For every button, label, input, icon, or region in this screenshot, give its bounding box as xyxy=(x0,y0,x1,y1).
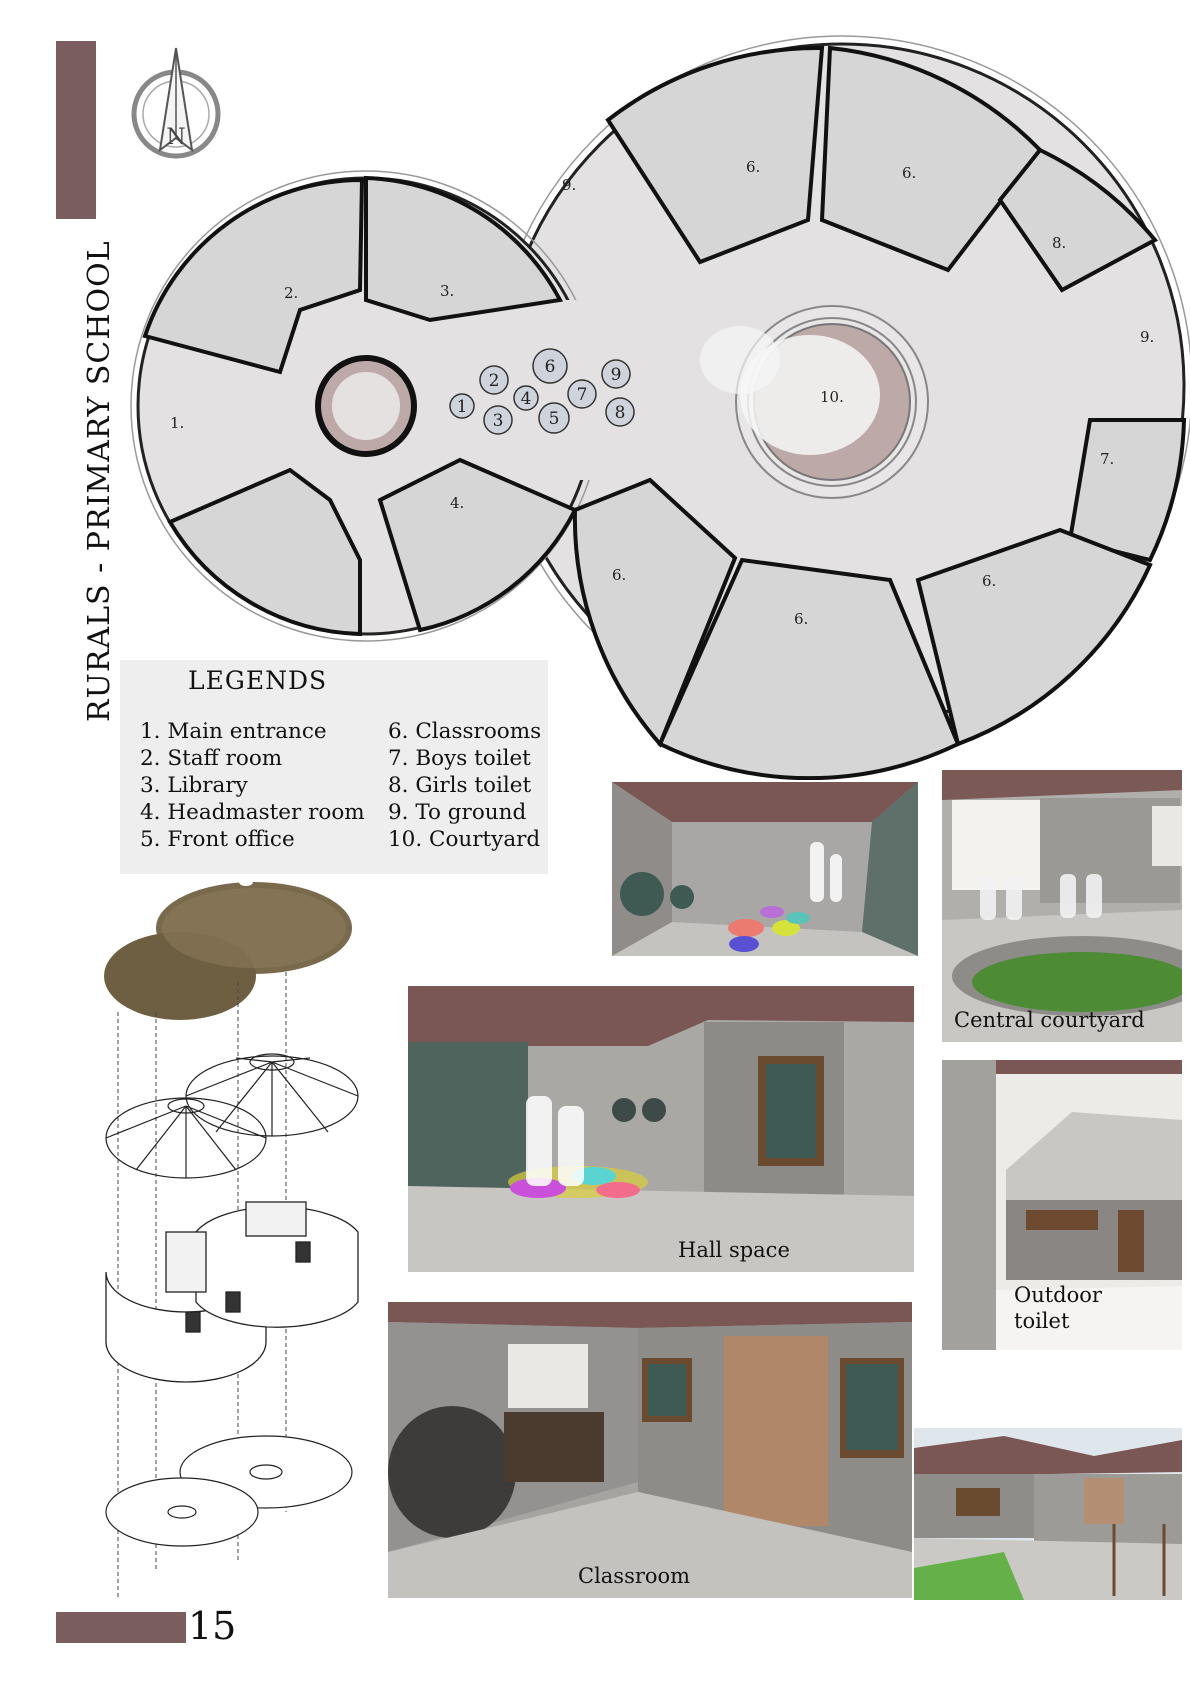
roof-frame-large xyxy=(186,1054,358,1136)
legend-item: 5. Front office xyxy=(140,827,295,852)
svg-text:7: 7 xyxy=(576,385,588,405)
render-corridor xyxy=(612,782,918,956)
caption-outdoor-toilet: Outdoor toilet xyxy=(1014,1283,1102,1333)
svg-text:6: 6 xyxy=(544,357,556,377)
svg-text:4: 4 xyxy=(520,389,532,409)
label-to-ground: 9. xyxy=(1140,328,1155,346)
render-outdoor-toilet xyxy=(942,1060,1182,1350)
legend-item: 2. Staff room xyxy=(140,746,283,771)
legend-column-left xyxy=(140,718,365,853)
label-staff: 2. xyxy=(284,284,299,302)
label-boys-toilet: 7. xyxy=(1100,450,1115,468)
legend-item: 7. Boys toilet xyxy=(388,746,531,771)
svg-text:2: 2 xyxy=(488,371,500,391)
legend-item: 8. Girls toilet xyxy=(388,773,532,798)
caption-classroom: Classroom xyxy=(578,1564,691,1588)
legend-item: 3. Library xyxy=(140,773,248,798)
label-entrance: 1. xyxy=(170,414,185,432)
legend-item: 6. Classrooms xyxy=(388,719,542,744)
caption-central-courtyard: Central courtyard xyxy=(954,1008,1145,1032)
label-to-ground: 9. xyxy=(562,176,577,194)
svg-text:1: 1 xyxy=(456,397,468,417)
label-girls-toilet: 8. xyxy=(1052,234,1067,252)
brand-bar-bottom xyxy=(56,1612,186,1643)
compass-letter: N xyxy=(166,125,186,150)
walls-model xyxy=(106,1202,358,1382)
exploded-axonometric xyxy=(96,872,366,1600)
label-classroom: 6. xyxy=(612,566,627,584)
svg-text:8: 8 xyxy=(614,403,626,423)
render-classroom xyxy=(388,1302,912,1598)
sheet-title: RURALS - PRIMARY SCHOOL xyxy=(82,240,117,722)
page-number: 15 xyxy=(188,1604,237,1648)
north-arrow-icon xyxy=(134,48,218,156)
floor-model xyxy=(106,1436,352,1546)
label-classroom: 6. xyxy=(746,158,761,176)
label-courtyard: 10. xyxy=(820,388,844,406)
render-hall-space xyxy=(408,986,914,1272)
label-classroom: 6. xyxy=(794,610,809,628)
label-library: 3. xyxy=(440,282,455,300)
caption-hall-space: Hall space xyxy=(678,1238,790,1262)
legend-item: 4. Headmaster room xyxy=(140,800,365,825)
roof-frame-small xyxy=(106,1098,266,1178)
legend-item: 9. To ground xyxy=(388,800,527,825)
legend-title: LEGENDS xyxy=(188,666,328,695)
label-headmaster: 4. xyxy=(450,494,465,512)
label-classroom: 6. xyxy=(982,572,997,590)
svg-text:9: 9 xyxy=(610,365,622,385)
legend-box xyxy=(120,660,548,874)
legend-item: 1. Main entrance xyxy=(140,719,327,744)
label-classroom: 6. xyxy=(902,164,917,182)
render-central-courtyard xyxy=(942,770,1182,1042)
render-exterior xyxy=(914,1428,1182,1600)
svg-text:3: 3 xyxy=(492,411,504,431)
legend-column-right xyxy=(388,718,541,853)
svg-text:5: 5 xyxy=(548,409,560,429)
legend-item: 10. Courtyard xyxy=(388,827,541,852)
